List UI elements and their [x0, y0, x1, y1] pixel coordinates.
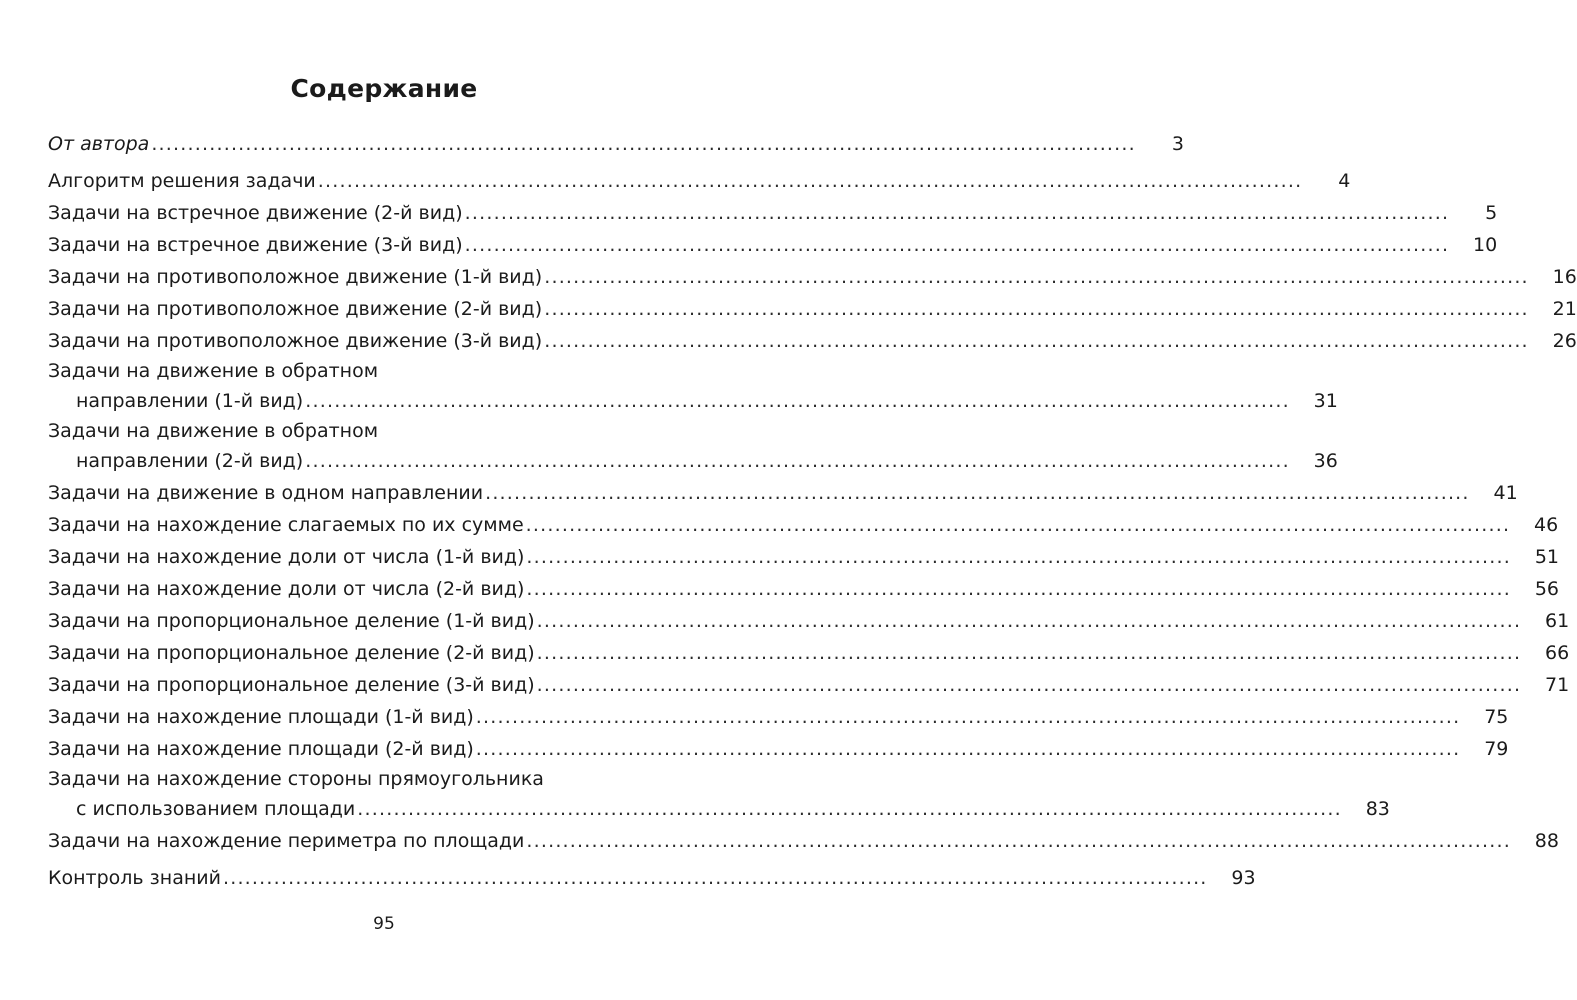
- toc-entry-page: 26: [1552, 330, 1577, 352]
- leader-dots: ........................................................................................................................................: [305, 450, 1290, 472]
- toc-entry-page: 83: [1365, 798, 1390, 820]
- toc-entry-label-line1: Задачи на движение в обратном: [48, 420, 379, 442]
- toc-entry-label: Задачи на противоположное движение (2-й вид): [48, 298, 543, 320]
- toc-entry-page: 10: [1473, 234, 1498, 256]
- leader-dots: ........................................................................................................................................: [526, 578, 1512, 600]
- leader-dots: ........................................................................................................................................: [544, 298, 1529, 320]
- toc-entry-page: 56: [1534, 578, 1560, 600]
- toc-entry: [48, 825, 1559, 857]
- toc-entry: [48, 765, 1390, 825]
- leader-dots: ........................................................................................................................................: [526, 546, 1512, 568]
- toc-entry: [48, 477, 1518, 509]
- leader-dots: ........................................................................................................................................: [464, 202, 1450, 224]
- leader-dots: ........................................................................................................................................: [317, 170, 1303, 192]
- toc-entry: [48, 637, 1570, 669]
- toc-entry: [48, 509, 1559, 541]
- leader-dots: ........................................................................................................................................: [526, 830, 1511, 852]
- toc-entry: [48, 417, 1338, 477]
- toc-entry-label: Задачи на пропорциональное деление (3-й вид): [48, 674, 535, 696]
- toc-entry-label: направлении (1-й вид): [76, 390, 304, 412]
- toc-entry: [48, 165, 1351, 197]
- leader-dots: ........................................................................................................................................: [536, 642, 1522, 664]
- toc-entry-label: Задачи на нахождение слагаемых по их сумме: [48, 514, 524, 536]
- toc-entry-label: Задачи на противоположное движение (1-й вид): [48, 266, 543, 288]
- toc-entry-label: с использованием площади: [76, 798, 356, 820]
- leader-dots: ........................................................................................................................................: [544, 330, 1529, 352]
- leader-dots: ........................................................................................................................................: [485, 482, 1470, 504]
- toc-entry-label: Задачи на движение в одном направлении: [48, 482, 484, 504]
- toc-entry-page: 16: [1552, 266, 1577, 288]
- toc-entry: [48, 573, 1560, 605]
- toc-entry: [48, 605, 1570, 637]
- toc-entry-page: 61: [1545, 610, 1570, 632]
- toc-entry-page: 66: [1545, 642, 1570, 664]
- toc-entry-page: 3: [1171, 133, 1184, 155]
- toc-entry-label: Задачи на нахождение доли от числа (1-й вид): [48, 546, 525, 568]
- leader-dots: ........................................................................................................................................: [305, 390, 1290, 412]
- toc-entry-page: 21: [1552, 298, 1577, 320]
- toc-entry-label: Алгоритм решения задачи: [48, 170, 316, 192]
- toc-entry: [48, 669, 1570, 701]
- leader-dots: ........................................................................................................................................: [151, 133, 1136, 155]
- toc-entry-label: Задачи на пропорциональное деление (1-й вид): [48, 610, 535, 632]
- toc-entry-label: От автора: [48, 133, 150, 155]
- toc-entry: [48, 701, 1509, 733]
- page-number: 95: [373, 914, 395, 934]
- toc-entry-label: Задачи на нахождение площади (2-й вид): [48, 738, 474, 760]
- toc-entry-page: 93: [1231, 867, 1256, 889]
- toc-entry: [48, 325, 1577, 357]
- toc-entry: [48, 733, 1509, 765]
- toc-entry-label: Задачи на пропорциональное деление (2-й вид): [48, 642, 535, 664]
- table-of-contents: [48, 128, 1577, 894]
- toc-entry: [48, 293, 1577, 325]
- toc-entry-page: 5: [1485, 202, 1498, 224]
- leader-dots: ........................................................................................................................................: [475, 706, 1461, 728]
- leader-dots: ........................................................................................................................................: [357, 798, 1342, 820]
- toc-entry-page: 46: [1534, 514, 1559, 536]
- toc-entry: [48, 261, 1577, 293]
- toc-entry-page: 36: [1313, 450, 1338, 472]
- leader-dots: ........................................................................................................................................: [525, 514, 1511, 536]
- toc-entry-page: 79: [1484, 738, 1509, 760]
- toc-entry-page: 51: [1534, 546, 1560, 568]
- leader-dots: ........................................................................................................................................: [222, 867, 1208, 889]
- toc-entry-page: 4: [1338, 170, 1351, 192]
- toc-entry-page: 31: [1313, 390, 1338, 412]
- toc-entry-label: Задачи на встречное движение (3-й вид): [48, 234, 463, 256]
- leader-dots: ........................................................................................................................................: [536, 610, 1522, 632]
- toc-entry-page: 75: [1484, 706, 1509, 728]
- toc-entry-label-line1: Задачи на нахождение стороны прямоугольника: [48, 768, 544, 790]
- leader-dots: ........................................................................................................................................: [544, 266, 1529, 288]
- toc-entry: [48, 541, 1560, 573]
- toc-entry: [48, 128, 1184, 160]
- toc-entry: [48, 357, 1338, 417]
- toc-entry: [48, 862, 1256, 894]
- toc-entry-label: Задачи на нахождение периметра по площади: [48, 830, 525, 852]
- toc-entry: [48, 229, 1498, 261]
- toc-entry-label: Задачи на нахождение доли от числа (2-й вид): [48, 578, 525, 600]
- toc-entry: [48, 197, 1498, 229]
- toc-entry-page: 88: [1534, 830, 1559, 852]
- leader-dots: ........................................................................................................................................: [464, 234, 1450, 256]
- toc-entry-label: Контроль знаний: [48, 867, 221, 889]
- toc-entry-label: направлении (2-й вид): [76, 450, 304, 472]
- leader-dots: ........................................................................................................................................: [475, 738, 1461, 760]
- page-title: Содержание: [290, 74, 478, 103]
- toc-entry-label-line1: Задачи на движение в обратном: [48, 360, 379, 382]
- toc-entry-page: 71: [1545, 674, 1570, 696]
- toc-entry-label: Задачи на встречное движение (2-й вид): [48, 202, 463, 224]
- toc-entry-label: Задачи на противоположное движение (3-й вид): [48, 330, 543, 352]
- leader-dots: ........................................................................................................................................: [536, 674, 1522, 696]
- toc-entry-label: Задачи на нахождение площади (1-й вид): [48, 706, 474, 728]
- toc-entry-page: 41: [1493, 482, 1518, 504]
